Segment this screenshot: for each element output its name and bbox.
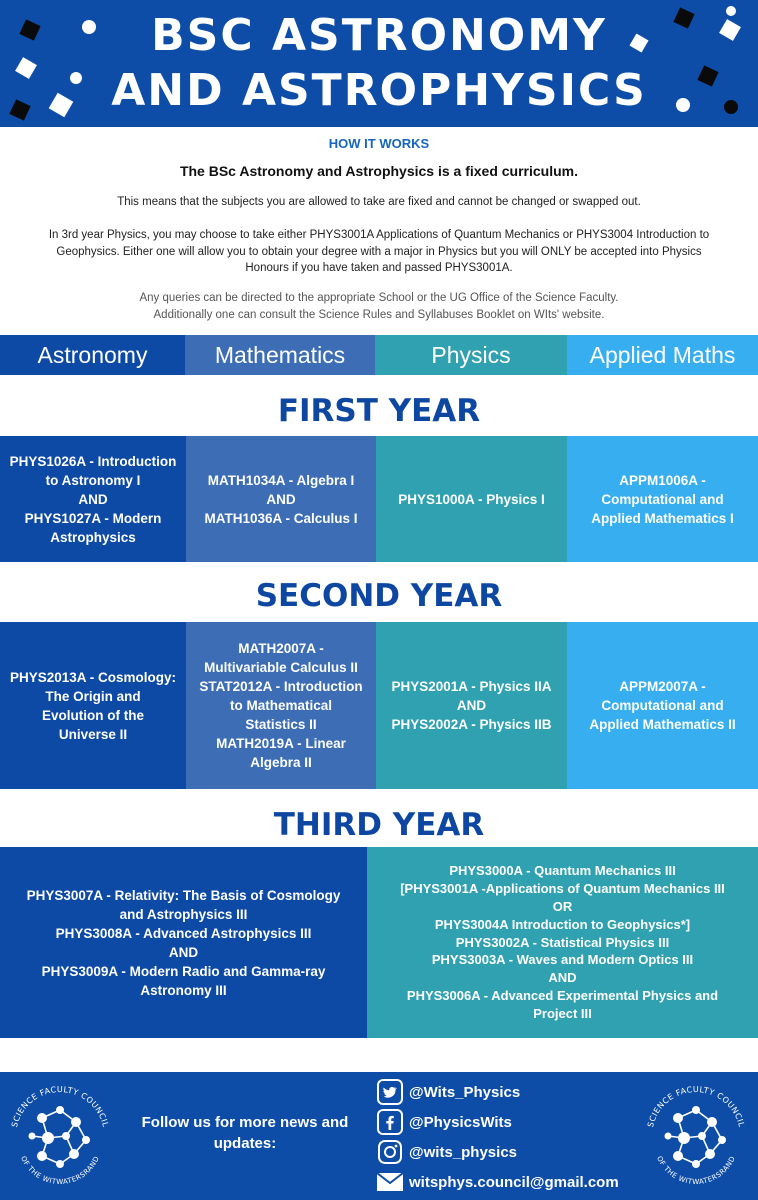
council-logo <box>2 1078 118 1194</box>
course-line: PHYS3007A - Relativity: The Basis of Cosmology <box>26 887 341 903</box>
course-line: PHYS1026A - Introduction <box>9 453 177 469</box>
course-line: OR <box>552 899 573 914</box>
subject-header-applied-maths: Applied Maths <box>567 335 758 375</box>
course-line: Applied Mathematics I <box>591 510 734 526</box>
facebook-handle: @PhysicsWits <box>409 1113 512 1131</box>
text-line: In 3rd year Physics, you may choose to take either PHYS3001A Applications of Quantum Mechanics or PHYS3004 Introduction to <box>48 229 710 241</box>
twitter-link[interactable] <box>376 1079 520 1105</box>
course-line: Algebra II <box>250 755 312 770</box>
fixed-curriculum-statement: The BSc Astronomy and Astrophysics is a fixed curriculum. <box>179 163 579 179</box>
second-year-astronomy-cell <box>0 622 186 789</box>
course-line: AND <box>168 944 199 960</box>
subject-header-row <box>0 335 758 375</box>
course-line: Universe II <box>58 726 128 742</box>
facebook-link[interactable] <box>376 1109 512 1135</box>
course-line: APPM2007A - <box>619 679 706 694</box>
first-year-applied-cell <box>567 436 758 562</box>
first-year-heading: FIRST YEAR <box>277 393 481 429</box>
course-line: PHYS1027A - Modern <box>24 510 162 526</box>
first-year-astronomy-cell <box>0 436 186 562</box>
course-line: PHYS2001A - Physics IIA <box>391 679 552 694</box>
footer <box>0 1072 758 1200</box>
course-line: AND <box>456 698 487 713</box>
course-line: PHYS3003A - Waves and Modern Optics III <box>431 952 694 968</box>
course-line: PHYS2002A - Physics IIB <box>391 717 552 732</box>
course-line: AND <box>266 491 296 507</box>
instagram-link[interactable] <box>376 1139 517 1165</box>
third-year-astronomy-cell <box>0 847 367 1038</box>
course-line: to Mathematical <box>229 698 333 713</box>
course-line: PHYS3006A - Advanced Experimental Physics and <box>406 987 719 1003</box>
second-year-mathematics-cell <box>186 622 376 789</box>
course-line: PHYS2013A - Cosmology: <box>9 669 177 685</box>
intro-paragraph-2 <box>20 227 738 277</box>
course-line: PHYS3004A Introduction to Geophysics*] <box>434 916 691 932</box>
header-banner <box>0 0 758 127</box>
email-link[interactable] <box>376 1169 619 1195</box>
course-line: Astrophysics <box>50 529 136 545</box>
email-address: witsphys.council@gmail.com <box>409 1173 619 1191</box>
svg-text:OF THE WITWATERSRAND <box>19 1155 101 1186</box>
text-line: Additionally one can consult the Science Rules and Syllabuses Booklet on WIts' website. <box>153 308 605 321</box>
text-line: Honours if you have taken and passed PHYS3001A. <box>245 262 513 274</box>
course-line: The Origin and <box>45 688 141 704</box>
course-line: PHYS1000A - Physics I <box>398 491 545 507</box>
course-line: Applied Mathematics II <box>589 717 736 732</box>
course-line: PHYS3008A - Advanced Astrophysics III <box>55 925 312 941</box>
subject-header-mathematics: Mathematics <box>185 335 375 375</box>
how-it-works-heading: HOW IT WORKS <box>328 136 430 151</box>
third-year-row <box>0 847 758 1038</box>
instagram-handle: @wits_physics <box>409 1143 518 1161</box>
council-logo-right <box>638 1078 754 1194</box>
course-line: and Astrophysics III <box>119 906 248 922</box>
logo-text-bottom: OF THE WITWATERSRAND <box>19 1154 101 1187</box>
logo-text-top: SCIENCE FACULTY COUNCIL <box>645 1084 747 1129</box>
course-line: PHYS3000A - Quantum Mechanics III <box>449 863 676 879</box>
second-year-physics-cell <box>376 622 567 789</box>
text-line: Follow us for more news and <box>141 1114 349 1131</box>
course-line: to Astronomy I <box>45 472 141 488</box>
mail-icon <box>376 1169 404 1195</box>
subject-header-astronomy: Astronomy <box>0 335 185 375</box>
course-line: MATH2019A - Linear <box>216 736 346 751</box>
course-line: PHYS3009A - Modern Radio and Gamma-ray <box>41 963 326 979</box>
course-line: STAT2012A - Introduction <box>199 679 363 694</box>
second-year-applied-cell <box>567 622 758 789</box>
course-line: MATH2007A - <box>238 641 324 656</box>
course-line: Statistics II <box>245 717 317 732</box>
first-year-mathematics-cell <box>186 436 376 562</box>
subject-header-physics: Physics <box>375 335 567 375</box>
logo-text-bottom: OF THE WITWATERSRAND <box>655 1154 737 1187</box>
network-logo-icon <box>638 1078 754 1194</box>
logo-text-top: SCIENCE FACULTY COUNCIL <box>9 1084 111 1129</box>
page-title <box>0 8 758 118</box>
text-line: Geophysics. Either one will allow you to obtain your degree with a major in Physics but you will ONLY be accepted into Physics <box>56 245 702 258</box>
course-line: PHYS3002A - Statistical Physics III <box>455 934 670 950</box>
first-year-physics-cell <box>376 436 567 562</box>
course-line: Project III <box>533 1005 592 1021</box>
course-line: MATH1036A - Calculus I <box>204 510 358 526</box>
intro-paragraph-3 <box>20 290 738 323</box>
network-logo-icon <box>2 1078 118 1194</box>
course-line: Computational and <box>601 491 724 507</box>
course-line: Multivariable Calculus II <box>204 660 358 675</box>
third-year-heading: THIRD YEAR <box>273 807 485 843</box>
second-year-heading: SECOND YEAR <box>255 578 503 614</box>
twitter-handle: @Wits_Physics <box>409 1083 521 1101</box>
third-year-physics-cell <box>367 847 758 1038</box>
text-line: updates: <box>213 1135 277 1152</box>
second-year-row <box>0 622 758 789</box>
course-line: AND <box>548 970 577 986</box>
title-line-2: AND ASTROPHYSICS <box>111 65 647 116</box>
course-line: Evolution of the <box>42 707 144 723</box>
course-line: AND <box>78 491 108 507</box>
course-line: [PHYS3001A -Applications of Quantum Mechanics III <box>400 881 725 897</box>
text-line: Any queries can be directed to the appropriate School or the UG Office of the Science Faculty. <box>139 292 619 304</box>
course-line: Astronomy III <box>140 982 227 998</box>
title-line-1: BSC ASTRONOMY <box>151 10 607 61</box>
follow-us-text <box>130 1112 360 1154</box>
course-line: Computational and <box>601 698 724 713</box>
course-line: APPM1006A - <box>619 472 706 488</box>
facebook-icon <box>376 1109 404 1135</box>
svg-text:OF THE WITWATERSRAND <box>655 1155 737 1186</box>
first-year-row <box>0 436 758 562</box>
twitter-icon <box>376 1079 404 1105</box>
course-line: MATH1034A - Algebra I <box>207 472 355 488</box>
intro-paragraph-1: This means that the subjects you are allowed to take are fixed and cannot be changed or swapped out. <box>117 196 641 208</box>
instagram-icon <box>376 1139 404 1165</box>
